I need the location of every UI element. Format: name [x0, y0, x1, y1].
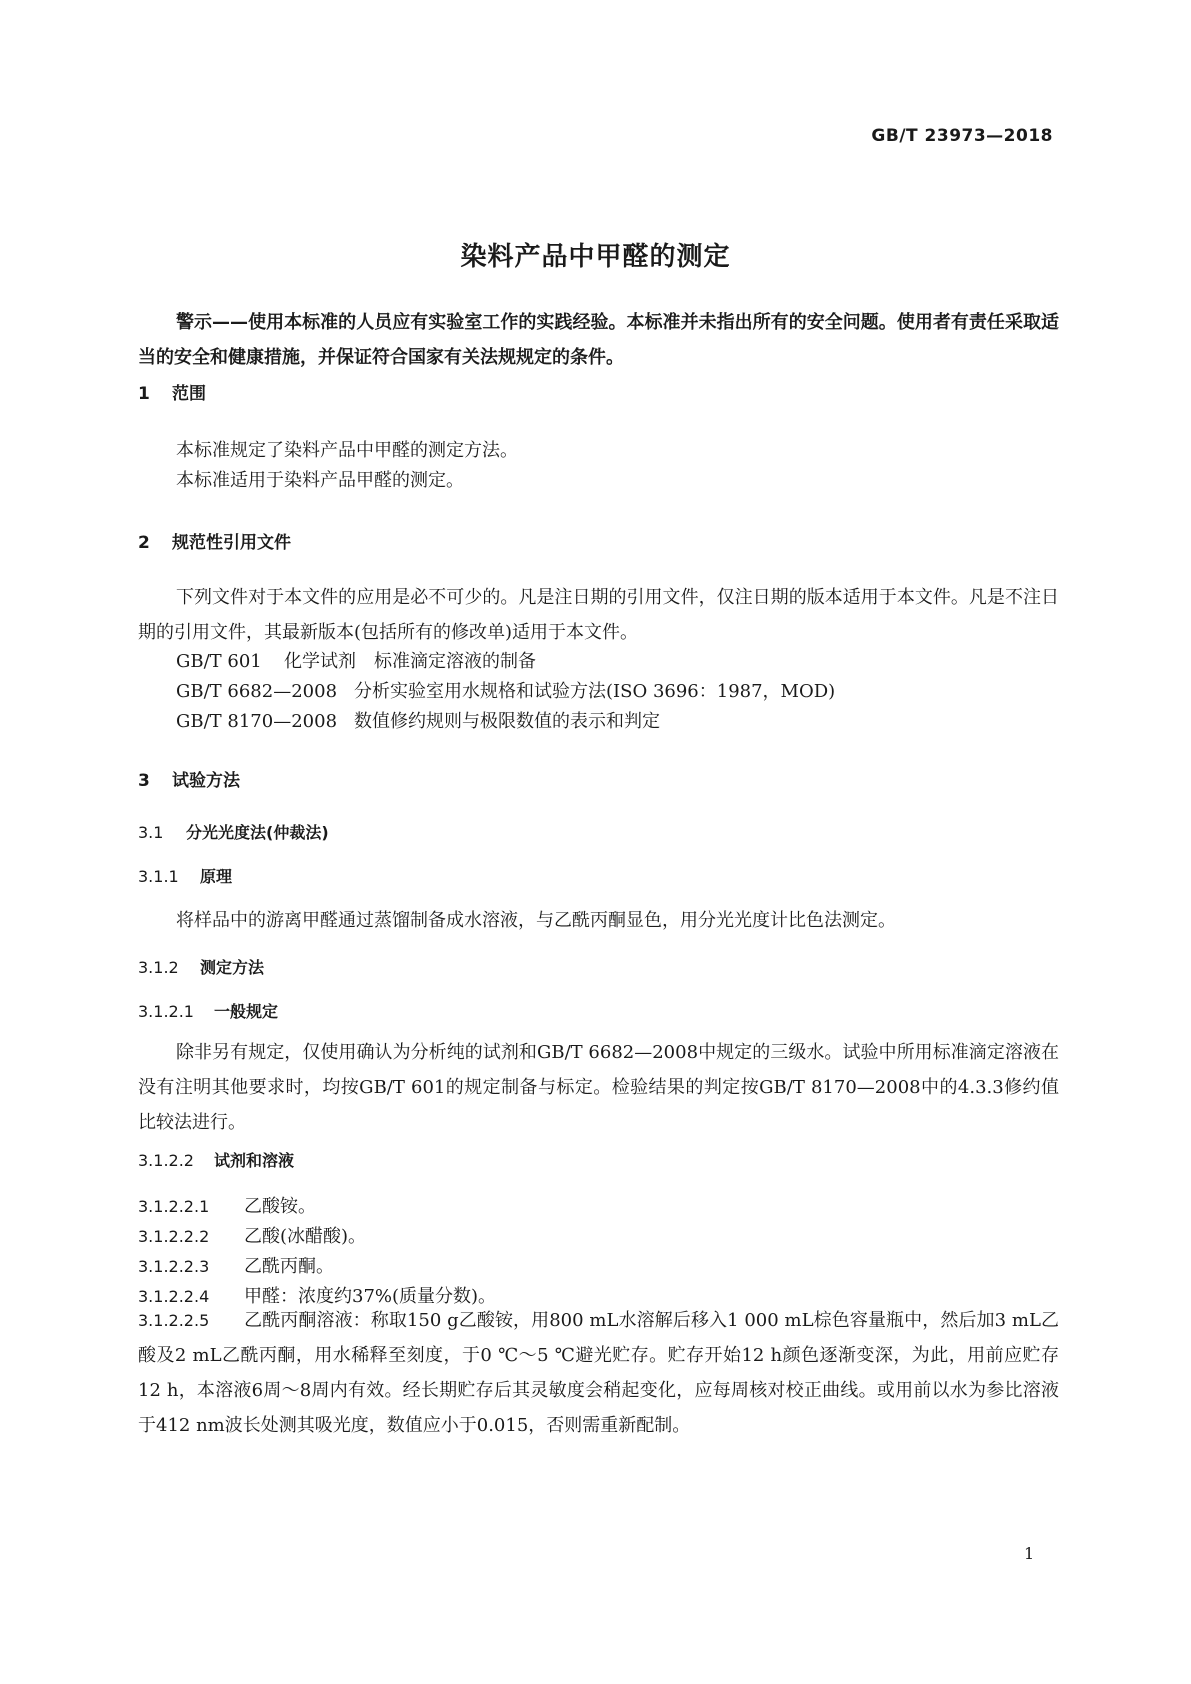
- subsection-3-1-2-2-heading: [138, 1148, 294, 1171]
- reference-code: GB/T 6682—2008: [176, 681, 338, 702]
- reagent-number: 3.1.2.2.4: [138, 1287, 210, 1306]
- general-rules-text: 除非另有规定，仅使用确认为分析纯的试剂和GB/T 6682—2008中规定的三级水。试验中所用标准滴定溶液在没有注明其他要求时，均按GB/T 601的规定制备与标定。检验结果的判定按GB/T 8170—2008中的4.3.3修约值比较法进行。: [138, 1042, 1059, 1133]
- standard-code: GB/T 23973—2018: [871, 126, 1053, 146]
- section-title: 范围: [172, 384, 206, 404]
- subsection-title: 原理: [200, 867, 233, 886]
- subsection-number: 3.1.2: [138, 958, 179, 977]
- reference-title: 分析实验室用水规格和试验方法(ISO 3696：1987，MOD): [354, 681, 836, 702]
- section-title: 规范性引用文件: [172, 533, 291, 553]
- reagent-item-long: [138, 1303, 1059, 1443]
- reference-item: [176, 707, 660, 733]
- subsection-3-1-2-heading: [138, 955, 264, 978]
- reagent-number: 3.1.2.2.3: [138, 1257, 210, 1276]
- section-3-heading: [138, 766, 240, 791]
- subsection-title: 分光光度法(仲裁法): [186, 823, 329, 842]
- section-number: 1: [138, 384, 150, 404]
- warning-paragraph: 警示——使用本标准的人员应有实验室工作的实践经验。本标准并未指出所有的安全问题。使用者有责任采取适当的安全和健康措施，并保证符合国家有关法规规定的条件。: [138, 312, 1059, 368]
- reagent-item: [138, 1222, 366, 1248]
- section-title: 试验方法: [172, 771, 240, 791]
- section-1-heading: [138, 379, 206, 404]
- subsection-title: 测定方法: [200, 958, 265, 977]
- subsection-3-1-heading: [138, 820, 329, 843]
- reagent-text: 乙酰丙酮溶液：称取150 g乙酸铵，用800 mL水溶解后移入1 000 mL棕色容量瓶中，然后加3 mL乙酸及2 mL乙酰丙酮，用水稀释至刻度，于0 ℃～5 ℃避光贮存。贮存开始12 h颜色逐渐变深，为此，用前应贮存12 h，本溶液6周～8周内有效。经长期贮存后其灵敏度会稍起变化，应每周核对校正曲线。或用前以水为参比溶液于412 nm波长处测其吸光度，数值应小于0.015，否则需重新配制。: [138, 1310, 1059, 1436]
- principle-text: 将样品中的游离甲醛通过蒸馏制备成水溶液，与乙酰丙酮显色，用分光光度计比色法测定。: [176, 910, 896, 931]
- page-number: 1: [1024, 1544, 1035, 1563]
- reference-item: [176, 647, 536, 673]
- reagent-number: 3.1.2.2.1: [138, 1197, 210, 1216]
- scope-line-2: 本标准适用于染料产品甲醛的测定。: [176, 470, 464, 491]
- subsection-number: 3.1: [138, 823, 164, 842]
- section-2-heading: [138, 528, 291, 553]
- reagent-number: 3.1.2.2.2: [138, 1227, 210, 1246]
- subsection-number: 3.1.2.2: [138, 1151, 194, 1170]
- reagent-number: 3.1.2.2.5: [138, 1311, 210, 1330]
- reagent-item: [138, 1252, 334, 1278]
- page-title: 染料产品中甲醛的测定: [460, 242, 731, 272]
- section-number: 2: [138, 533, 150, 553]
- reference-code: GB/T 8170—2008: [176, 711, 338, 732]
- scope-line-1: 本标准规定了染料产品中甲醛的测定方法。: [176, 440, 518, 461]
- subsection-title: 试剂和溶液: [214, 1151, 295, 1170]
- reagent-item: [138, 1192, 316, 1218]
- reagent-text: 甲醛：浓度约37%(质量分数)。: [244, 1286, 497, 1307]
- reagent-text: 乙酰丙酮。: [244, 1256, 334, 1277]
- subsection-title: 一般规定: [214, 1002, 279, 1021]
- reference-title: 数值修约规则与极限数值的表示和判定: [354, 711, 660, 732]
- normative-intro: 下列文件对于本文件的应用是必不可少的。凡是注日期的引用文件，仅注日期的版本适用于本文件。凡是不注日期的引用文件，其最新版本(包括所有的修改单)适用于本文件。: [138, 587, 1059, 643]
- reference-item: [176, 677, 835, 703]
- reagent-text: 乙酸(冰醋酸)。: [244, 1226, 367, 1247]
- subsection-number: 3.1.1: [138, 867, 179, 886]
- subsection-3-1-2-1-heading: [138, 999, 278, 1022]
- reagent-text: 乙酸铵。: [244, 1196, 316, 1217]
- reference-code: GB/T 601: [176, 651, 262, 672]
- reference-title: 化学试剂 标准滴定溶液的制备: [284, 651, 536, 672]
- section-number: 3: [138, 771, 150, 791]
- subsection-3-1-1-heading: [138, 864, 232, 887]
- subsection-number: 3.1.2.1: [138, 1002, 194, 1021]
